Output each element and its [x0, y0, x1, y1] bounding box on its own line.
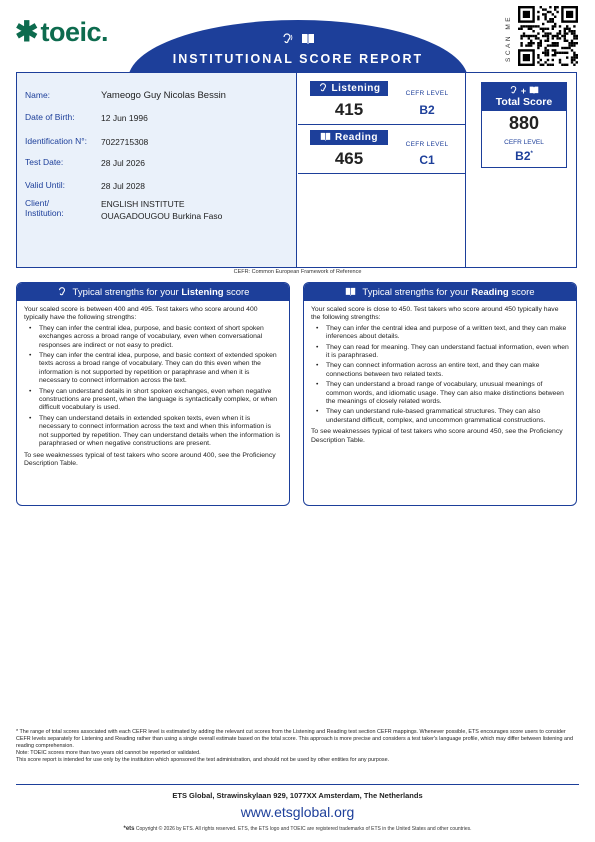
copyright-text: Copyright © 2026 by ETS. All rights reserved. ETS, the ETS logo and TOEIC are registered trademarks of ETS in the United States and other countries.	[135, 826, 472, 832]
title-suffix: score	[511, 286, 535, 298]
list-item: • They can infer the central idea, purpose, and basic context of extended spoken texts across a broad range of vocabulary. They can do this even when the information is not supported by repetition or paraphrase and when it is necessary to connect information across the text.	[24, 352, 282, 386]
client-institution	[101, 198, 222, 222]
listening-strengths-header	[17, 283, 289, 301]
book-icon	[529, 86, 539, 96]
copyright	[0, 826, 595, 832]
ets-logo-text: *ets	[123, 826, 135, 832]
reading-intro: Your scaled score is close to 450. Test takers who score around 450 typically have the following strengths:	[311, 306, 559, 322]
reading-score: 465	[334, 149, 364, 168]
cefr-note: CEFR: Common European Framework of Reference	[233, 269, 362, 275]
section-scores-column	[298, 73, 466, 267]
reading-strengths-list	[311, 325, 569, 425]
book-icon	[301, 32, 315, 47]
candidate-id: 7022715308	[101, 137, 149, 147]
list-item: • They can understand rule-based grammatical structures. They can also understand difficult, complex, and uncommon grammatical constructions.	[311, 408, 569, 425]
list-item: • They can connect information across an entire text, and they can make connections between two related texts.	[311, 362, 569, 379]
listening-strengths-list	[24, 325, 282, 449]
listening-strengths-title	[73, 287, 250, 298]
reading-strengths-body	[304, 301, 576, 445]
reading-label: Reading	[335, 132, 378, 143]
listening-strengths-box	[16, 282, 290, 506]
total-score-label: Total Score	[495, 96, 553, 108]
listening-outro: To see weaknesses typical of test takers who score around 400, see the Proficiency Description Table.	[24, 451, 276, 467]
listening-cefr-label: CEFR LEVEL	[405, 90, 449, 97]
divider	[298, 124, 465, 125]
candidate-name: Yameogo Guy Nicolas Bessin	[101, 90, 226, 101]
listening-badge	[310, 81, 388, 96]
dob-label: Date of Birth:	[25, 112, 75, 122]
ear-icon	[281, 32, 293, 47]
listening-strengths-body	[17, 301, 289, 468]
title-suffix: score	[226, 286, 250, 298]
reading-cefr-level: C1	[419, 153, 435, 167]
footer-divider	[16, 784, 579, 785]
listening-cefr-level: B2	[419, 103, 435, 117]
candidate-info-panel	[17, 73, 297, 267]
title-prefix: Typical strengths for your	[362, 286, 469, 298]
reading-badge	[310, 130, 388, 145]
candidate-dob: 12 Jun 1996	[101, 113, 148, 123]
list-item: • They can read for meaning. They can understand factual information, even when it is paraphrased.	[311, 344, 569, 361]
validity-note: Note: TOEIC scores more than two years old cannot be reported or validated.	[16, 750, 201, 756]
total-score-badge	[482, 83, 566, 111]
list-item: • They can understand details in extended spoken texts, even when it is necessary to connect information across the text and when this information is not supported by repetition. They can understand details when the information is paraphrased or when negative constructions are present.	[24, 415, 282, 449]
list-item: • They can understand details in short spoken exchanges, even when negative constructions are present, when the language is syntactically complex, or when difficult vocabulary is used.	[24, 388, 282, 413]
reading-strengths-header	[304, 283, 576, 301]
list-item: • They can infer the central idea and purpose of a written text, and they can make inferences about details.	[311, 325, 569, 342]
valid-until: 28 Jul 2028	[101, 181, 145, 191]
name-label: Name:	[25, 90, 51, 100]
listening-score: 415	[334, 100, 364, 119]
reading-cefr-label: CEFR LEVEL	[405, 141, 449, 148]
id-label: Identification N°:	[25, 136, 87, 146]
valid-until-label: Valid Until:	[25, 180, 65, 190]
ear-icon	[318, 82, 328, 95]
book-icon	[320, 131, 331, 144]
reading-strengths-box	[303, 282, 577, 506]
book-icon	[345, 286, 356, 299]
reading-strengths-title	[362, 287, 534, 298]
client-line-1: ENGLISH INSTITUTE	[101, 199, 185, 209]
list-item: • They can understand a broad range of vocabulary, unusual meanings of common words, and idiomatic usage. They can also make distinctions between the meanings of closely related words.	[311, 381, 569, 406]
reading-outro: To see weaknesses typical of test takers who score around 450, see the Proficiency Description Table.	[311, 428, 563, 444]
total-cefr-label: CEFR LEVEL	[504, 139, 544, 146]
ets-website-link[interactable]: www.etsglobal.org	[240, 804, 355, 820]
report-title: INSTITUTIONAL SCORE REPORT	[172, 52, 424, 66]
listening-label: Listening	[331, 83, 381, 94]
listening-intro: Your scaled score is between 400 and 495. Test takers who score around 400 typically have the following strengths:	[24, 306, 258, 322]
test-date-label: Test Date:	[25, 157, 64, 167]
title-prefix: Typical strengths for your	[72, 286, 179, 298]
header-icons	[268, 32, 328, 47]
ets-address: ETS Global, Strawinskylaan 929, 1077XX Amsterdam, The Netherlands	[172, 791, 423, 800]
client-label-line-2: Institution:	[25, 208, 64, 218]
total-score: 880	[508, 113, 540, 133]
usage-note: This score report is intended for use only by the institution which sponsored the test administration, and should not be used by other entities for any purpose.	[16, 757, 390, 763]
title-section: Reading	[471, 286, 509, 298]
qr-code[interactable]	[518, 6, 578, 66]
total-cefr-value: B2	[515, 149, 531, 163]
total-cefr-footnote-mark: *	[530, 151, 533, 157]
logo-text: toeic.	[40, 16, 108, 47]
title-section: Listening	[181, 286, 224, 298]
toeic-logo	[15, 18, 108, 46]
footnotes	[16, 729, 579, 764]
plus-sign: +	[520, 86, 527, 96]
test-date: 28 Jul 2026	[101, 158, 145, 168]
client-label	[25, 198, 64, 218]
ear-icon	[509, 86, 518, 96]
total-score-box	[481, 82, 567, 168]
total-cefr-level	[482, 149, 566, 163]
client-label-line-1: Client/	[25, 198, 50, 208]
total-icons	[482, 85, 566, 96]
ear-icon	[57, 286, 67, 299]
cefr-footnote: * The range of total scores associated with each CEFR level is estimated by adding the relevant cut scores from the Listening and Reading test section CEFR mappings. Whenever possible, ETS encourages score users to consider CEFR levels separately for Listening and Reading rather than using a single overall estimate based on the total score. This approach is more precise and considers a test taker's language profile, which may differ between listening and reading comprehension.	[16, 729, 573, 749]
logo-star-icon: ✱	[15, 16, 39, 47]
client-line-2: OUAGADOUGOU Burkina Faso	[101, 211, 223, 221]
divider	[298, 173, 465, 174]
list-item: • They can infer the central idea, purpose, and basic context of short spoken exchanges across a broad range of vocabulary, even when conversational responses are indirect or not easy to predict.	[24, 325, 282, 350]
scan-me-label: SCAN ME	[505, 14, 512, 62]
